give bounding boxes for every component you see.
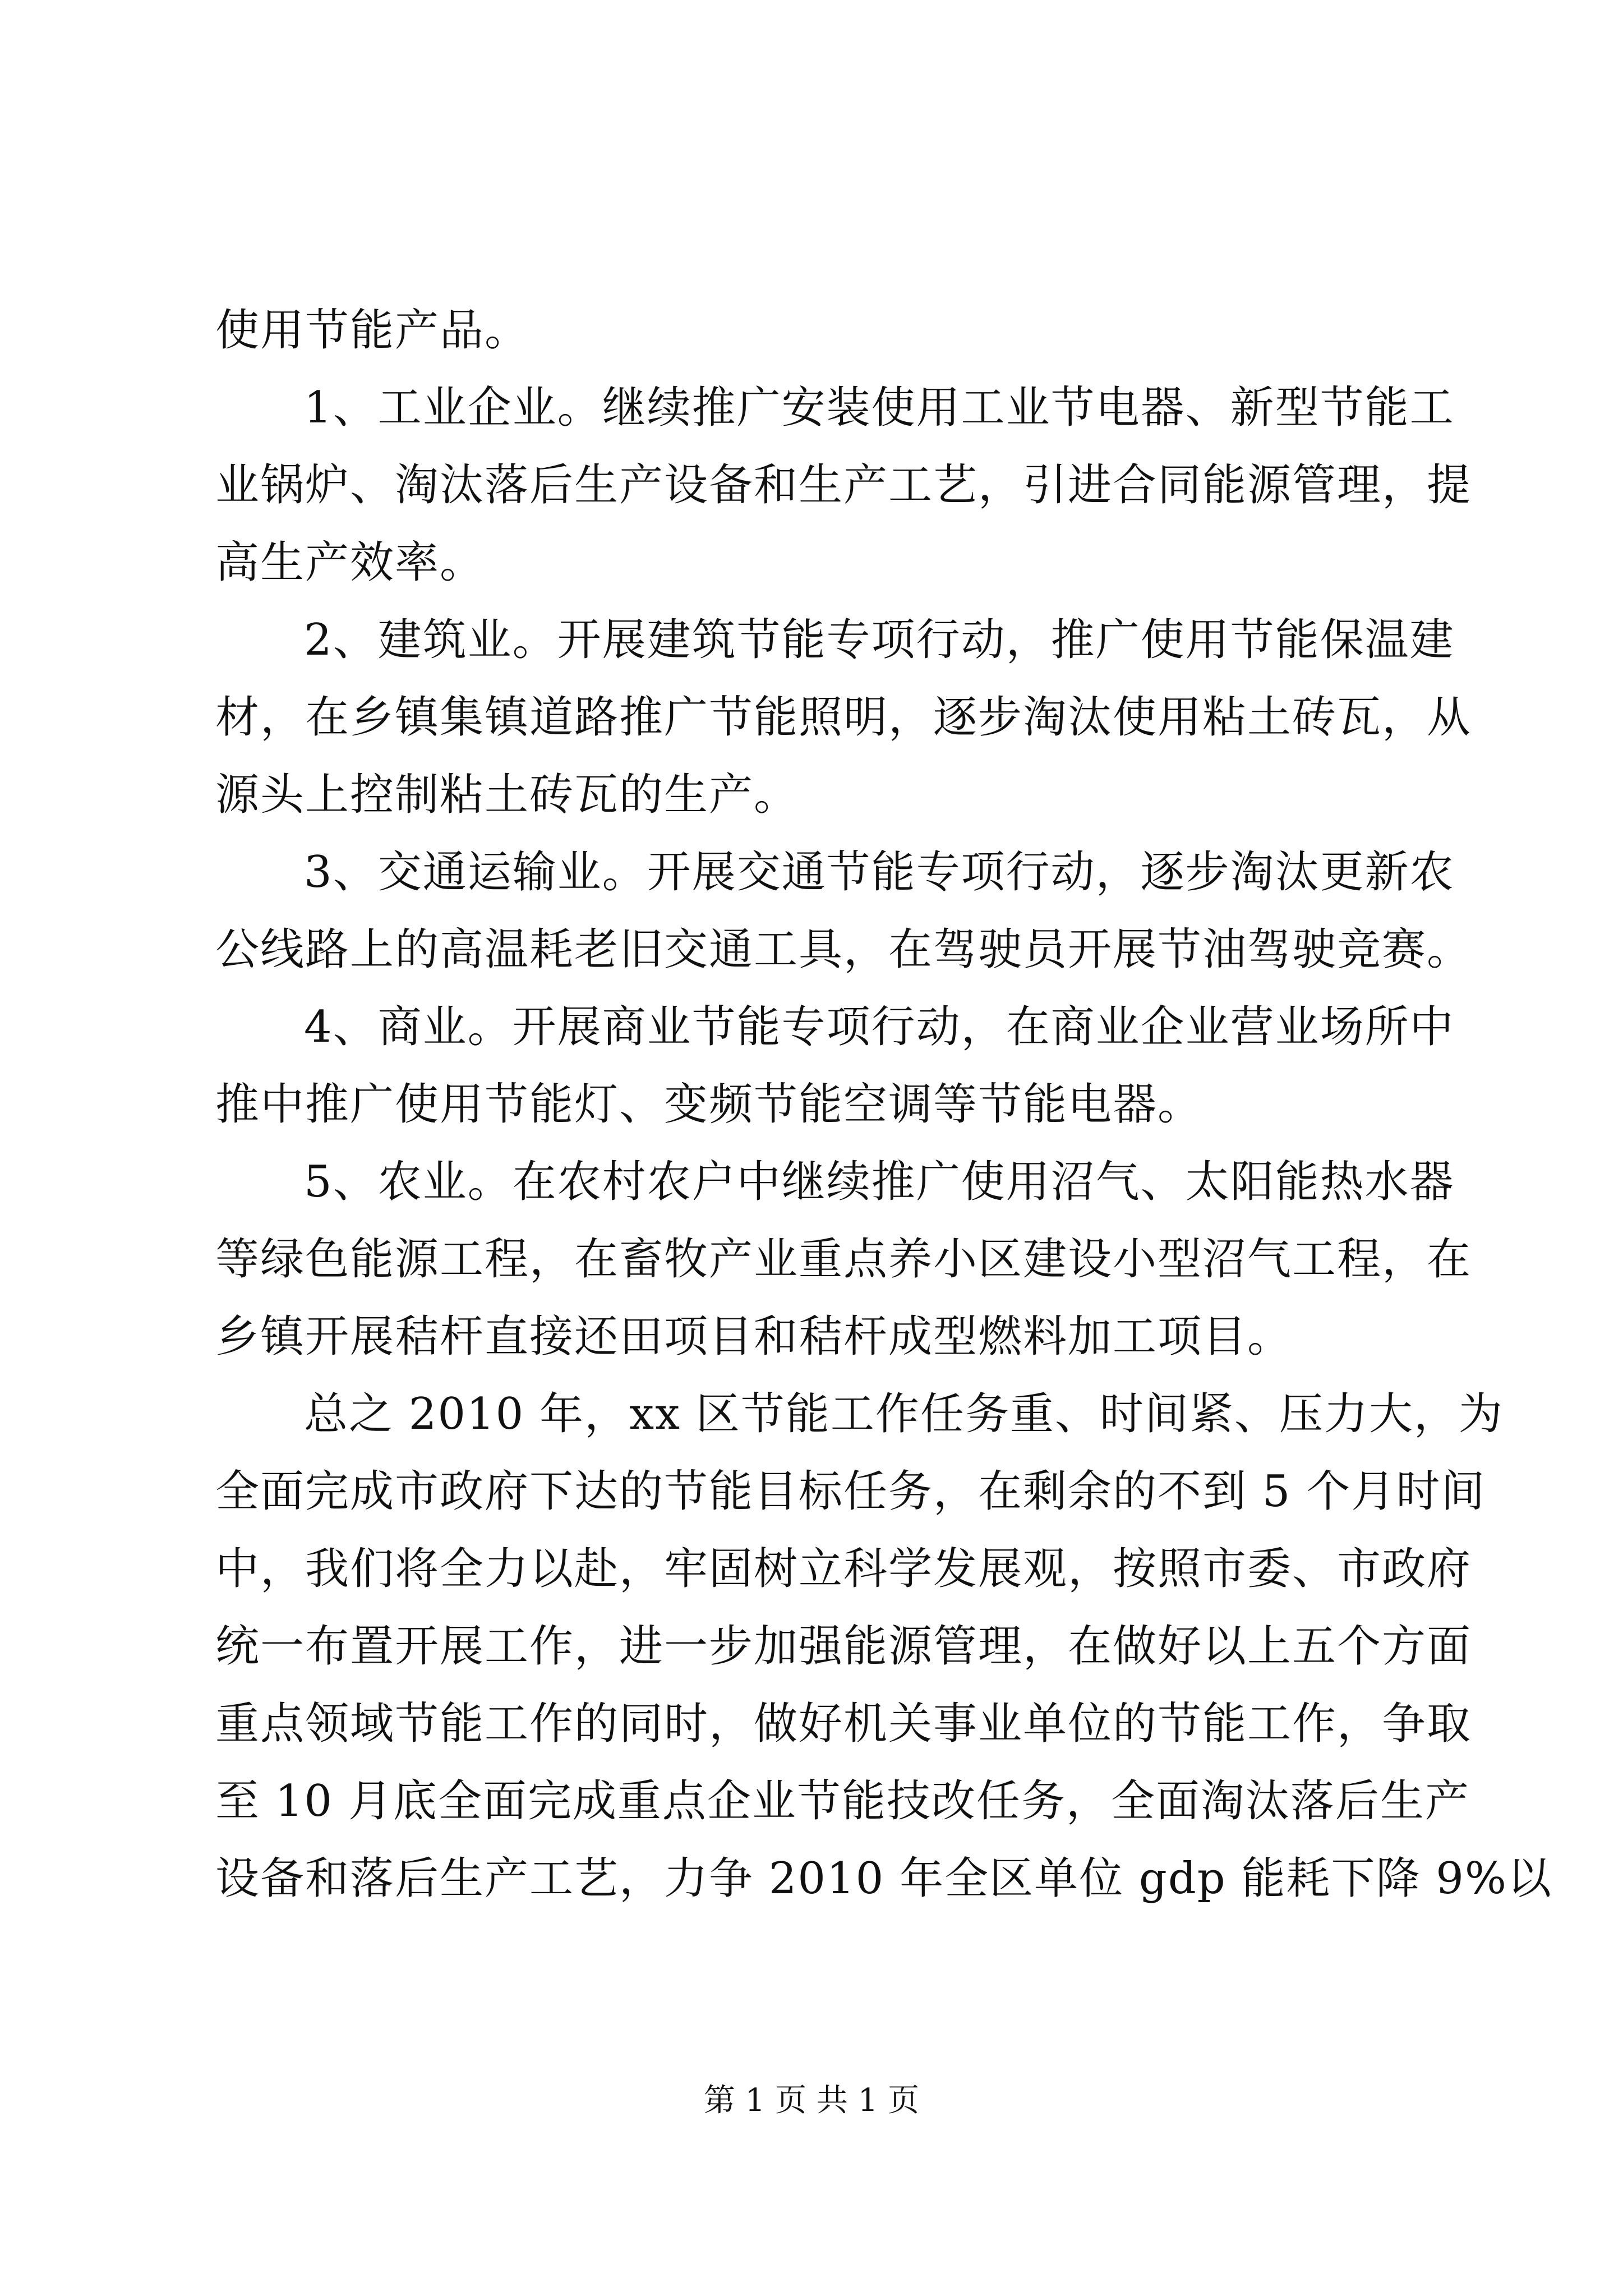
- text-line: 至 10 月底全面完成重点企业节能技改任务，全面淘汰落后生产: [215, 1776, 1470, 1826]
- text-line: 重点领域节能工作的同时，做好机关事业单位的节能工作，争取: [215, 1699, 1472, 1749]
- text-line: 设备和落后生产工艺，力争 2010 年全区单位 gdp 能耗下降 9%以: [215, 1853, 1553, 1904]
- text-line: 推中推广使用节能灯、变频节能空调等节能电器。: [215, 1079, 1203, 1130]
- text-line: 源头上控制粘土砖瓦的生产。: [215, 770, 799, 820]
- text-line: 3、交通运输业。开展交通节能专项行动，逐步淘汰更新农: [304, 847, 1455, 898]
- text-line: 材，在乡镇集镇道路推广节能照明，逐步淘汰使用粘土砖瓦，从: [215, 692, 1472, 743]
- text-line: 高生产效率。: [215, 537, 485, 588]
- text-line: 2、建筑业。开展建筑节能专项行动，推广使用节能保温建: [304, 615, 1455, 665]
- text-line: 使用节能产品。: [215, 305, 530, 356]
- text-line: 4、商业。开展商业节能专项行动，在商业企业营业场所中: [304, 1002, 1455, 1052]
- text-line: 中，我们将全力以赴，牢固树立科学发展观，按照市委、市政府: [215, 1544, 1472, 1594]
- text-line: 统一布置开展工作，进一步加强能源管理，在做好以上五个方面: [215, 1621, 1472, 1672]
- text-line: 全面完成市政府下达的节能目标任务，在剩余的不到 5 个月时间: [215, 1466, 1486, 1517]
- text-line: 公线路上的高温耗老旧交通工具，在驾驶员开展节油驾驶竞赛。: [215, 924, 1472, 975]
- text-line: 1、工业企业。继续推广安装使用工业节电器、新型节能工: [304, 383, 1455, 433]
- text-line: 5、农业。在农村农户中继续推广使用沼气、太阳能热水器: [304, 1157, 1455, 1207]
- text-line: 业锅炉、淘汰落后生产设备和生产工艺，引进合同能源管理，提: [215, 460, 1472, 510]
- text-line: 等绿色能源工程，在畜牧产业重点养小区建设小型沼气工程，在: [215, 1234, 1472, 1285]
- page-number-footer: 第 1 页 共 1 页: [703, 2082, 920, 2119]
- body-text: [215, 292, 1553, 1917]
- text-line: 乡镇开展秸杆直接还田项目和秸杆成型燃料加工项目。: [215, 1312, 1293, 1362]
- text-line: 总之 2010 年，xx 区节能工作任务重、时间紧、压力大，为: [304, 1389, 1504, 1439]
